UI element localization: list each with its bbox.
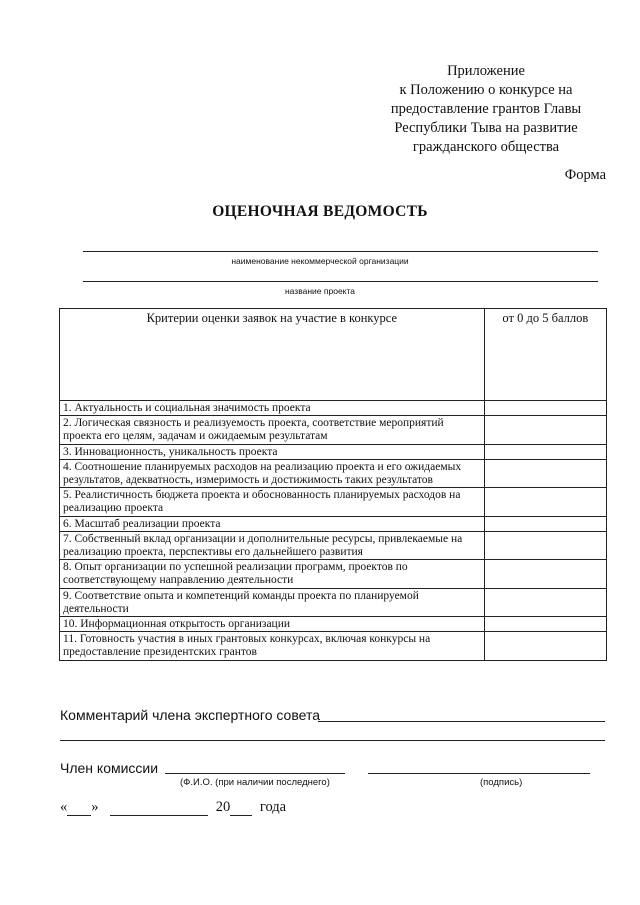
signature-caption: (подпись) — [480, 777, 523, 788]
comment-field-line-2[interactable] — [60, 740, 605, 741]
table-row — [60, 459, 607, 487]
criterion-cell: 8. Опыт организации по успешной реализации программ, проектов по соответствующему направлению деятельности — [60, 560, 485, 588]
score-cell[interactable] — [484, 401, 606, 416]
appendix-line: гражданского общества — [412, 139, 560, 155]
page-title: ОЦЕНОЧНАЯ ВЕДОМОСТЬ — [212, 203, 428, 220]
member-label: Член комиссии — [60, 760, 159, 776]
criterion-cell: 10. Информационная открытость организации — [60, 617, 485, 632]
table-row — [60, 588, 607, 616]
criterion-cell: 5. Реалистичность бюджета проекта и обоснованность планируемых расходов на реализацию проекта — [60, 488, 485, 516]
org-name-caption: наименование некоммерческой организации — [231, 256, 409, 266]
project-name-field[interactable] — [83, 281, 598, 282]
criterion-cell: 6. Масштаб реализации проекта — [60, 516, 485, 531]
criterion-cell: 3. Инновационность, уникальность проекта — [60, 444, 485, 459]
header-criteria: Критерии оценки заявок на участие в конкурсе — [60, 309, 485, 401]
criterion-cell: 1. Актуальность и социальная значимость проекта — [60, 401, 485, 416]
appendix-line: к Положению о конкурсе на — [399, 82, 573, 98]
comment-label: Комментарий члена экспертного совета — [60, 707, 320, 723]
fio-caption: (Ф.И.О. (при наличии последнего) — [180, 777, 330, 788]
score-cell[interactable] — [484, 416, 606, 444]
month-field[interactable] — [110, 801, 208, 816]
score-cell[interactable] — [484, 617, 606, 632]
appendix-block — [370, 62, 602, 157]
score-cell[interactable] — [484, 560, 606, 588]
table-header-row — [60, 309, 607, 401]
year-suffix: года — [259, 799, 287, 815]
score-cell[interactable] — [484, 444, 606, 459]
org-name-field[interactable] — [83, 251, 598, 252]
table-row — [60, 516, 607, 531]
day-field[interactable] — [67, 801, 91, 816]
comment-field[interactable] — [318, 721, 605, 722]
date-close-quote: » — [91, 799, 99, 815]
appendix-line: Республики Тыва на развитие — [394, 120, 578, 136]
appendix-line: предоставление грантов Главы — [390, 101, 582, 117]
score-cell[interactable] — [484, 632, 606, 660]
table-row — [60, 617, 607, 632]
table-row — [60, 632, 607, 660]
score-cell[interactable] — [484, 531, 606, 559]
header-score: от 0 до 5 баллов — [484, 309, 606, 401]
table-row — [60, 416, 607, 444]
score-cell[interactable] — [484, 516, 606, 531]
project-name-caption: название проекта — [284, 286, 356, 296]
criterion-cell: 7. Собственный вклад организации и дополнительные ресурсы, привлекаемые на реализацию проекта, перспективы его дальнейшего развития — [60, 531, 485, 559]
score-cell[interactable] — [484, 488, 606, 516]
year-prefix: 20 — [215, 799, 231, 815]
year-field[interactable] — [230, 801, 252, 816]
criterion-cell: 9. Соответствие опыта и компетенций команды проекта по планируемой деятельности — [60, 588, 485, 616]
date-open-quote: « — [60, 799, 68, 815]
form-label: Форма — [564, 167, 606, 183]
criteria-table — [59, 308, 607, 661]
table-row — [60, 531, 607, 559]
table-row — [60, 560, 607, 588]
table-row — [60, 488, 607, 516]
criterion-cell: 4. Соотношение планируемых расходов на реализацию проекта и его ожидаемых результатов, адекватность, измеримость и достижимость таких результатов — [60, 459, 485, 487]
appendix-line: Приложение — [447, 63, 525, 79]
table-row — [60, 401, 607, 416]
table-row — [60, 444, 607, 459]
criterion-cell: 11. Готовность участия в иных грантовых конкурсах, включая конкурсы на предоставление президентских грантов — [60, 632, 485, 660]
signature-field[interactable] — [368, 773, 590, 774]
date-line — [60, 799, 286, 816]
score-cell[interactable] — [484, 459, 606, 487]
score-cell[interactable] — [484, 588, 606, 616]
criterion-cell: 2. Логическая связность и реализуемость проекта, соответствие мероприятий проекта его целям, задачам и ожидаемым результатам — [60, 416, 485, 444]
member-name-field[interactable] — [165, 773, 345, 774]
